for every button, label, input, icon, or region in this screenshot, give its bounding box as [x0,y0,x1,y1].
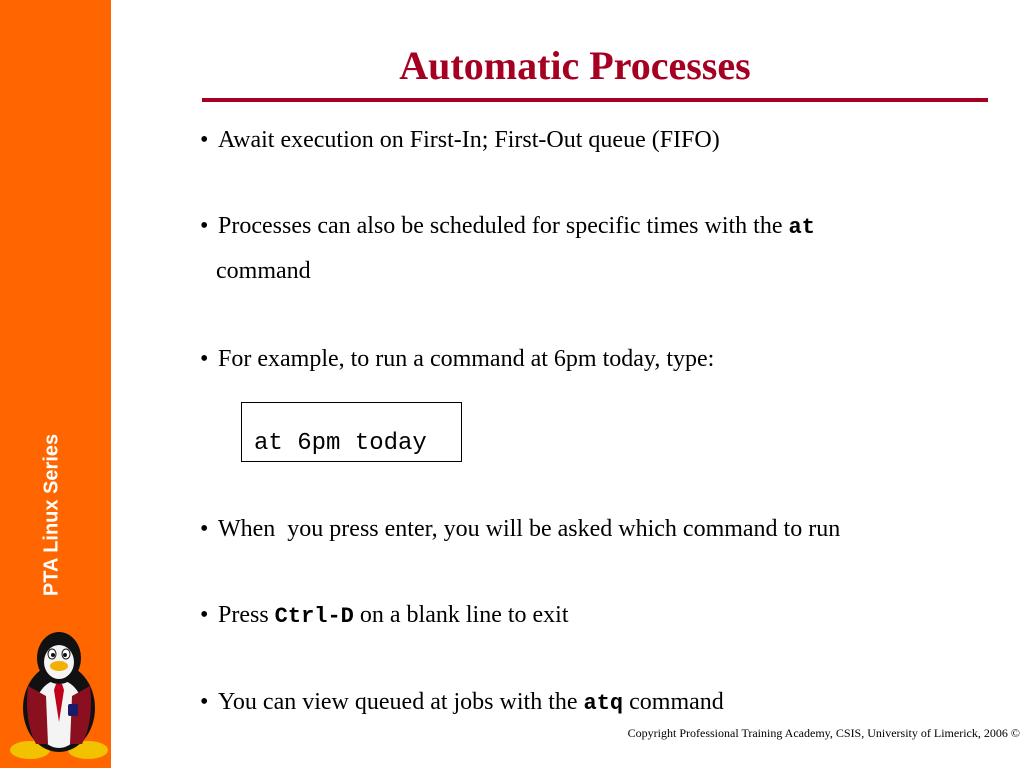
example-command-box [241,402,462,462]
bullet-text: When you press enter, you will be asked which command to run [218,516,841,542]
bullet-text: You can view queued at jobs with the [218,689,578,715]
bullet-marker: • [200,127,209,153]
bullet-text: Processes can also be scheduled for specific times with the [218,213,783,239]
bullet-marker: • [200,602,209,628]
slide-title: Automatic Processes [399,43,751,88]
sidebar [0,0,111,768]
bullet-example [200,344,714,374]
bullet-scheduled [200,211,815,243]
bullet-text: For example, to run a command at 6pm today, type: [218,346,715,372]
bullet-text-after: on a blank line to exit [359,602,569,628]
bullet-enter [200,514,840,544]
bullet-continuation: command [216,258,311,284]
bullet-marker: • [200,213,209,239]
example-command: at 6pm today [254,430,427,457]
series-label: PTA Linux Series [40,433,63,597]
penguin-mascot-icon [8,626,110,764]
bullet-marker: • [200,346,209,372]
bullet-text: Await execution on First-In; First-Out queue (FIFO) [218,127,720,153]
copyright-footer: Copyright Professional Training Academy, CSIS, University of Limerick, 2006 © [627,726,1020,740]
inline-code-atq: atq [583,691,624,716]
bullet-text-after: command [629,689,724,715]
inline-code-at: at [788,215,815,240]
bullet-fifo [200,125,720,155]
bullet-text: Press [218,602,269,628]
bullet-atq [200,687,724,719]
bullet-marker: • [200,516,209,542]
inline-code-ctrl-d: Ctrl-D [274,604,354,629]
bullet-ctrl-d [200,600,569,632]
bullet-marker: • [200,689,209,715]
title-underline [202,98,988,102]
